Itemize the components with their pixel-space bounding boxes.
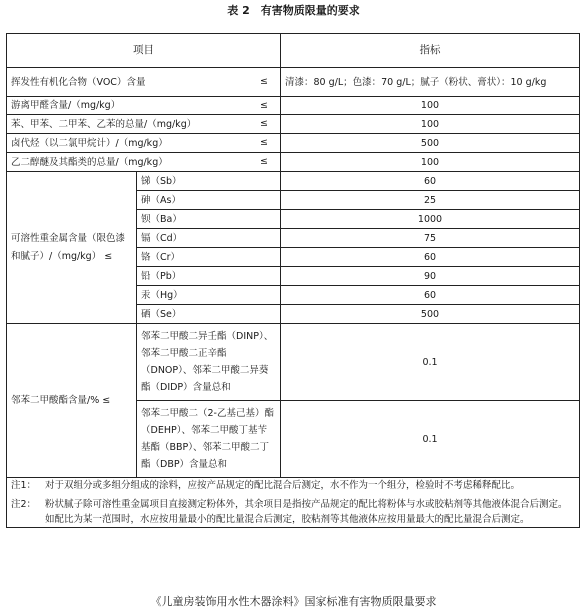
metal-name: 硒（Se）	[137, 305, 281, 324]
phthalates-group-label: 邻苯二甲酸酯含量/% ≤	[7, 324, 137, 478]
metal-value: 60	[281, 172, 580, 191]
table-row	[7, 134, 580, 153]
row-symbol: ≤	[260, 118, 268, 129]
row-label: 乙二醇醚及其酯类的总量/（mg/kg）	[11, 156, 168, 168]
metal-value: 1000	[281, 210, 580, 229]
voc-label: 挥发性有机化合物（VOC）含量	[11, 76, 146, 88]
note-text: 对于双组分或多组分组成的涂料，应按产品规定的配比混合后测定，水不作为一个组分，检验时不考虑稀释配比。	[45, 480, 521, 491]
metal-value: 500	[281, 305, 580, 324]
row-value: 100	[281, 115, 580, 134]
metal-value: 75	[281, 229, 580, 248]
row-value: 100	[281, 153, 580, 172]
row-symbol: ≤	[260, 100, 268, 111]
metal-value: 90	[281, 267, 580, 286]
row-value: 500	[281, 134, 580, 153]
voc-symbol: ≤	[260, 76, 268, 87]
row-symbol: ≤	[260, 156, 268, 167]
phthalate-row	[7, 324, 580, 401]
note-label: 注2：	[11, 499, 37, 510]
header-row	[7, 34, 580, 68]
metal-name: 汞（Hg）	[137, 286, 281, 305]
metal-name: 镉（Cd）	[137, 229, 281, 248]
row-label: 苯、甲苯、二甲苯、乙苯的总量/（mg/kg）	[11, 118, 197, 130]
note-2	[11, 497, 575, 527]
note-text: 粉状腻子除可溶性重金属项目直接测定粉体外，其余项目是指按产品规定的配比将粉体与水或胶粘剂等其他液体混合后测定。如配比为某一范围时，水应按用量最小的配比量混合后测定，胶粘剂等其他液体应按用量最大的配比量混合后测定。	[45, 499, 568, 525]
metal-name: 铬（Cr）	[137, 248, 281, 267]
metal-name: 锑（Sb）	[137, 172, 281, 191]
table-row	[7, 153, 580, 172]
note-1	[11, 478, 575, 493]
hazard-limits-table	[6, 33, 580, 528]
metal-value: 25	[281, 191, 580, 210]
metal-value: 60	[281, 248, 580, 267]
metal-name: 铅（Pb）	[137, 267, 281, 286]
phthalate-name: 邻苯二甲酸二（2-乙基己基）酯（DEHP）、邻苯二甲酸丁基苄基酯（BBP）、邻苯二甲酸二丁酯（DBP）含量总和	[137, 401, 281, 478]
note-label: 注1：	[11, 480, 37, 491]
metal-name: 砷（As）	[137, 191, 281, 210]
row-value: 100	[281, 97, 580, 115]
metals-group-label: 可溶性重金属含量（限色漆和腻子）/（mg/kg） ≤	[7, 172, 137, 324]
image-caption: 《儿童房装饰用水性木器涂料》国家标准有害物质限量要求	[150, 595, 437, 608]
voc-value: 清漆：80 g/L；色漆：70 g/L；腻子（粉状、膏状）：10 g/kg	[281, 68, 580, 97]
header-indicator: 指标	[281, 34, 580, 68]
metal-value: 60	[281, 286, 580, 305]
row-label: 游离甲醛含量/（mg/kg）	[11, 100, 121, 111]
voc-row	[7, 68, 580, 97]
metal-row	[7, 172, 580, 191]
table-row	[7, 97, 580, 115]
row-label: 卤代烃（以二氯甲烷计）/（mg/kg）	[11, 137, 168, 149]
metal-name: 钡（Ba）	[137, 210, 281, 229]
phthalate-value: 0.1	[281, 401, 580, 478]
table-row	[7, 115, 580, 134]
row-symbol: ≤	[260, 137, 268, 148]
notes-row	[7, 478, 580, 528]
phthalate-name: 邻苯二甲酸二异壬酯（DINP）、邻苯二甲酸二正辛酯（DNOP）、邻苯二甲酸二异葵酯（DIDP）含量总和	[137, 324, 281, 401]
phthalate-value: 0.1	[281, 324, 580, 401]
header-item: 项目	[7, 34, 281, 68]
table-caption: 表 2 有害物质限量的要求	[227, 4, 360, 17]
